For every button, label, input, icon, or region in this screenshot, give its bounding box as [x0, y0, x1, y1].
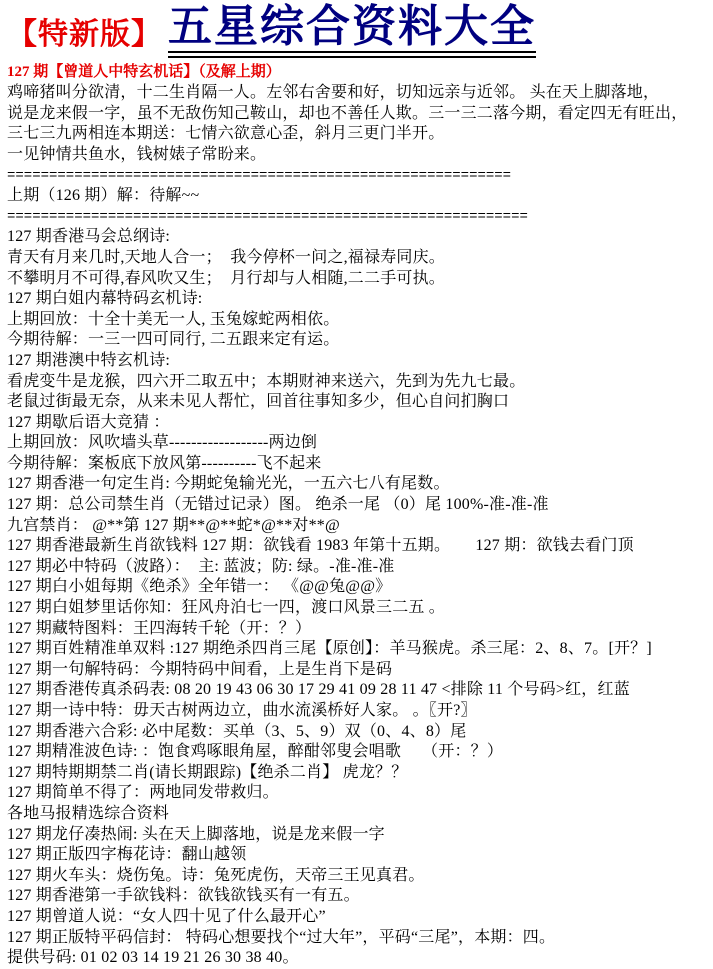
text-line: 127 期曾道人说：“女人四十见了什么最开心” — [7, 907, 326, 925]
text-line: 提供号码: 01 02 03 14 19 21 26 30 38 40。 — [7, 949, 299, 967]
page-header — [7, 4, 707, 58]
text-line: 各地马报精选综合资料 — [7, 804, 170, 822]
text-line: 今期待解：一三一四可同行, 二五跟来定有运。 — [7, 331, 340, 349]
text-line: 127 期龙仔凑热闹: 头在天上脚落地，说是龙来假一字 — [7, 825, 385, 843]
text-line: 127 期白小姐每期《绝杀》全年错一： 《@@兔@@》 — [7, 578, 392, 596]
text-line: 看虎变牛是龙猴，四六开二取五中；本期财神来送六，先到为先九七最。 — [7, 372, 526, 390]
page-title: 五星综合资料大全 — [168, 4, 536, 58]
text-line: 一见钟情共鱼水，钱树婊子常盼来。 — [7, 145, 267, 163]
text-line: 鸡啼猪叫分欲清，十二生肖隔一人。左邻右舍要和好，切知远亲与近邻。 头在天上脚落地， — [7, 84, 660, 102]
text-line: 127 期藏特图料：王四海转千轮（开：？） — [7, 619, 312, 637]
text-line: 127 期必中特码（波路）： 主: 蓝波；防: 绿。-准-准-准 — [7, 557, 395, 575]
text-line: 上期（126 期）解：待解~~ — [7, 187, 200, 205]
text-line: 127 期特期期禁二肖(请长期跟踪)【绝杀二肖】 虎龙？？ — [7, 763, 408, 781]
separator-line: ============================================================ — [7, 167, 512, 184]
text-line: 127 期白姐内幕特码玄机诗: — [7, 290, 203, 308]
text-line: 九宫禁肖： @**第 127 期**@**蛇*@**对**@ — [7, 516, 340, 534]
text-line: 上期回放：风吹墙头草------------------两边倒 — [7, 434, 318, 452]
text-line: 127 期歇后语大竞猜 ： — [7, 413, 170, 431]
text-line: 不攀明月不可得,春风吹又生； 月行却与人相随,二二手可执。 — [7, 269, 446, 287]
text-line: 青天有月来几时,天地人合一； 我今停杯一问之,福禄寿同庆。 — [7, 248, 446, 266]
separator-line: ============================================================== — [7, 208, 528, 225]
text-line: 127 期简单不得了：两地同发带救归。 — [7, 784, 279, 802]
text-line: 上期回放：十全十美无一人, 玉兔嫁蛇两相依。 — [7, 310, 340, 328]
edition-badge: 【特新版】 — [7, 18, 162, 52]
text-line: 127 期香港六合彩: 必中尾数：买单（3、5、9）双（0、4、8）尾 — [7, 722, 467, 740]
text-line: 127 期白姐梦里话你知：狂风舟泊七一四，渡口风景三二五 。 — [7, 599, 446, 617]
text-line: 127 期香港马会总纲诗: — [7, 228, 171, 246]
text-line: 127 期正版特平码信封： 特码心想要找个“过大年”，平码“三尾”，本期：四。 — [7, 928, 556, 946]
text-line: 127 期香港传真杀码表: 08 20 19 43 06 30 17 29 41 09 28 11 47 <排除 11 个号码>红，红蓝 — [7, 681, 630, 699]
text-line: 127 期：总公司禁生肖（无错过记录）图。 绝杀一尾 （0）尾 100%-准-准-准 — [7, 496, 549, 514]
text-line: 127 期火车头：烧伤兔。诗：兔死虎伤，天帝三王见真君。 — [7, 866, 425, 884]
text-line: 127 期港澳中特玄机诗: — [7, 351, 171, 369]
text-line: 今期待解：案板底下放风第----------飞不起来 — [7, 454, 322, 472]
text-line: 老鼠过街最无奈，从来未见人帮忙，回首往事知多少，但心自问扪胸口 — [7, 393, 510, 411]
text-line: 127 期一句解特码：今期特码中间看，上是生肖下是码 — [7, 660, 393, 678]
text-line: 127 期一诗中特：毋天古树两边立，曲水流溪桥好人家。 。〖开?〗 — [7, 702, 477, 719]
content-lines — [7, 83, 707, 969]
text-line: 127 期百姓精准单双料 :127 期绝杀四肖三尾【原创】：羊马猴虎。杀三尾：2、8、7。[开？] — [7, 640, 652, 658]
text-line: 127 期精准波色诗: ：饱食鸡啄眼角屋，醉酣邻叟会唱歌 （开：？） — [7, 743, 504, 761]
text-line: 127 期香港最新生肖欲钱料 127 期：欲钱看 1983 年第十五期。 127 期：欲钱去看门顶 — [7, 537, 634, 555]
text-line: 127 期正版四字梅花诗：翻山越领 — [7, 846, 247, 864]
text-line: 说是龙来假一字，虽不无敌伤知己鞍山，却也不善任人欺。三一三二落今期，看定四无有旺出， — [7, 104, 688, 122]
issue-subtitle: 127 期【曾道人中特玄机话】（及解上期） — [7, 64, 281, 81]
text-line: 三七三九两相连本期送：七情六欲意心歪，斜月三更门半开。 — [7, 125, 445, 143]
text-line: 127 期香港一句定生肖: 今期蛇兔输光光，一五六七八有尾数。 — [7, 475, 450, 493]
text-line: 127 期香港第一手欲钱料：欲钱欲钱买有一有五。 — [7, 887, 360, 905]
